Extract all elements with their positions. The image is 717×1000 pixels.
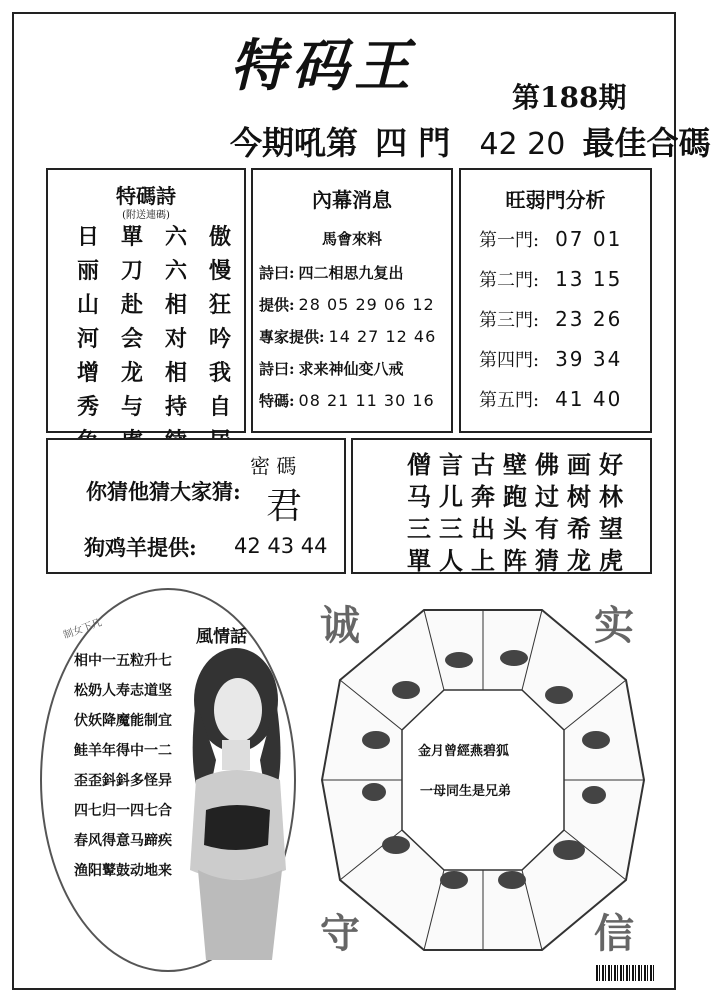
inside-line-label: 特碼: [259, 392, 295, 410]
word-char: 希 [567, 514, 591, 543]
poem-char: 吟 [208, 326, 231, 352]
headline-door: 四 門 [375, 124, 451, 162]
poem-subtitle: (附送連碼) [122, 210, 170, 221]
poem-char: 赴 [120, 292, 143, 318]
word-char: 画 [567, 450, 591, 479]
fengqing-line: 伏妖降魔能制宜 [74, 713, 172, 729]
poem-char: 山 [76, 292, 99, 318]
poem-char: 与 [120, 394, 143, 420]
word-grid-box [351, 438, 652, 574]
poem-char: 丽 [76, 258, 99, 284]
door-numbers: 41 40 [555, 387, 623, 411]
poem-char: 龙 [120, 360, 143, 386]
word-char: 壁 [503, 450, 527, 479]
poem-char: 增 [76, 360, 99, 386]
word-char: 阵 [503, 546, 527, 575]
poem-char: 傲 [208, 224, 231, 250]
door-row [479, 346, 622, 372]
word-char: 上 [471, 546, 495, 575]
inside-line [259, 326, 436, 347]
poem-grid [66, 222, 242, 456]
inside-line-value: 08 21 11 30 16 [298, 391, 435, 410]
word-grid [403, 450, 627, 576]
word-char: 三 [407, 514, 431, 543]
word-char: 跑 [503, 482, 527, 511]
word-char: 好 [599, 450, 623, 479]
doors-title: 旺弱門分析 [505, 188, 606, 212]
door-label: 第三門: [479, 310, 540, 331]
word-char: 言 [439, 450, 463, 479]
poem-title: 特碼詩 [116, 184, 176, 208]
headline-suffix: 最佳合碼 [582, 124, 711, 162]
door-analysis-box [459, 168, 652, 433]
poem-char: 我 [208, 360, 231, 386]
door-row [479, 266, 622, 292]
word-char: 龙 [567, 546, 591, 575]
poem-char: 持 [164, 394, 187, 420]
word-char: 單 [407, 546, 431, 575]
wheel-center-line-2: 一母同生是兄弟 [420, 784, 512, 799]
word-char: 佛 [535, 450, 559, 479]
inside-line [259, 358, 404, 379]
woman-figure-illustration [176, 640, 296, 960]
provider-label: 狗鸡羊提供: [84, 535, 197, 560]
door-numbers: 13 15 [555, 267, 623, 291]
inside-title: 內幕消息 [312, 188, 392, 212]
door-label: 第一門: [479, 230, 540, 251]
door-label: 第五門: [479, 390, 540, 411]
fengqing-corner: 制女下凡 [62, 617, 104, 642]
issue-number: 第188期 [512, 81, 627, 114]
headline-numbers: 42 20 [479, 127, 566, 162]
fengqing-line: 松奶人寿志道坚 [74, 683, 172, 699]
poem-char: 对 [164, 326, 187, 352]
inside-line-label: 提供: [259, 296, 295, 314]
word-char: 望 [599, 514, 623, 543]
poem-char: 單 [120, 224, 143, 250]
inside-line-label: 詩曰: [259, 360, 295, 378]
fengqing-line: 鲑羊年得中一二 [74, 743, 172, 759]
poem-char: 六 [164, 224, 187, 250]
poem-char: 六 [164, 258, 187, 284]
door-numbers: 07 01 [555, 227, 623, 251]
stamp-char-1: 诚 [320, 602, 360, 649]
poem-char: 会 [120, 326, 143, 352]
inside-line-value: 求来神仙变八戒 [298, 360, 404, 378]
page-title: 特码王 [230, 33, 416, 99]
inside-line [259, 294, 435, 315]
door-row [479, 306, 622, 332]
fengqing-line: 渔阳鼙鼓动地来 [74, 863, 172, 879]
provider-numbers: 42 43 44 [234, 534, 328, 558]
headline [230, 118, 717, 164]
poem-char: 相 [164, 292, 187, 318]
door-label: 第二門: [479, 270, 540, 291]
poem-char: 刀 [120, 258, 143, 284]
word-char: 三 [439, 514, 463, 543]
headline-prefix: 今期吼第 [230, 124, 359, 162]
word-char: 头 [503, 514, 527, 543]
stamp-char-2: 实 [594, 602, 634, 649]
fengqing-line: 春风得意马蹄疾 [74, 833, 172, 849]
inside-line [259, 262, 404, 283]
word-char: 猜 [535, 546, 559, 575]
wheel-center-line-1: 金月曾經燕碧狐 [418, 744, 510, 759]
poem-box [46, 168, 246, 433]
word-char: 树 [567, 482, 591, 511]
door-row [479, 226, 622, 252]
fengqing-line: 相中一五粒升七 [74, 653, 172, 669]
word-char: 出 [471, 514, 495, 543]
zodiac-wheel-area [314, 580, 652, 972]
inside-line-label: 詩曰: [259, 264, 295, 282]
word-char: 僧 [407, 450, 431, 479]
word-char: 古 [471, 450, 495, 479]
code-char: 君 [266, 486, 303, 527]
inside-line-value: 28 05 29 06 12 [298, 295, 435, 314]
code-title: 密 碼 [250, 454, 297, 478]
word-char: 过 [535, 482, 559, 511]
word-char: 儿 [439, 482, 463, 511]
door-row [479, 386, 622, 412]
word-char: 有 [535, 514, 559, 543]
fengqing-title: 風情話 [196, 627, 247, 647]
poem-char: 日 [76, 224, 99, 250]
inside-line-label: 專家提供: [259, 328, 325, 346]
stamp-char-4: 信 [594, 910, 634, 957]
inside-info-box [251, 168, 453, 433]
poem-char: 自 [208, 394, 231, 420]
poem-char: 相 [164, 360, 187, 386]
fengqing-line: 四七归一四七合 [74, 803, 172, 819]
inside-line-value: 14 27 12 46 [328, 327, 437, 346]
guess-box [46, 438, 346, 574]
door-label: 第四門: [479, 350, 540, 371]
inside-line [259, 390, 435, 411]
word-char: 虎 [599, 546, 623, 575]
fengqing-line: 歪歪鈄鈄多怪异 [74, 773, 172, 789]
word-char: 奔 [471, 482, 495, 511]
door-numbers: 23 26 [555, 307, 623, 331]
inside-line-value: 四二相思九复出 [298, 264, 404, 282]
word-char: 林 [599, 482, 623, 511]
poem-char: 慢 [208, 258, 231, 284]
poem-char: 狂 [208, 292, 231, 318]
poem-char: 河 [76, 326, 99, 352]
word-char: 马 [407, 482, 431, 511]
barcode [596, 965, 656, 981]
door-numbers: 39 34 [555, 347, 623, 371]
poem-char: 秀 [76, 394, 99, 420]
guess-label: 你猜他猜大家猜: [86, 479, 241, 504]
fengqing-lines [74, 646, 172, 886]
inside-subtitle: 馬會來料 [321, 230, 382, 248]
word-char: 人 [439, 546, 463, 575]
stamp-char-3: 守 [320, 910, 360, 957]
